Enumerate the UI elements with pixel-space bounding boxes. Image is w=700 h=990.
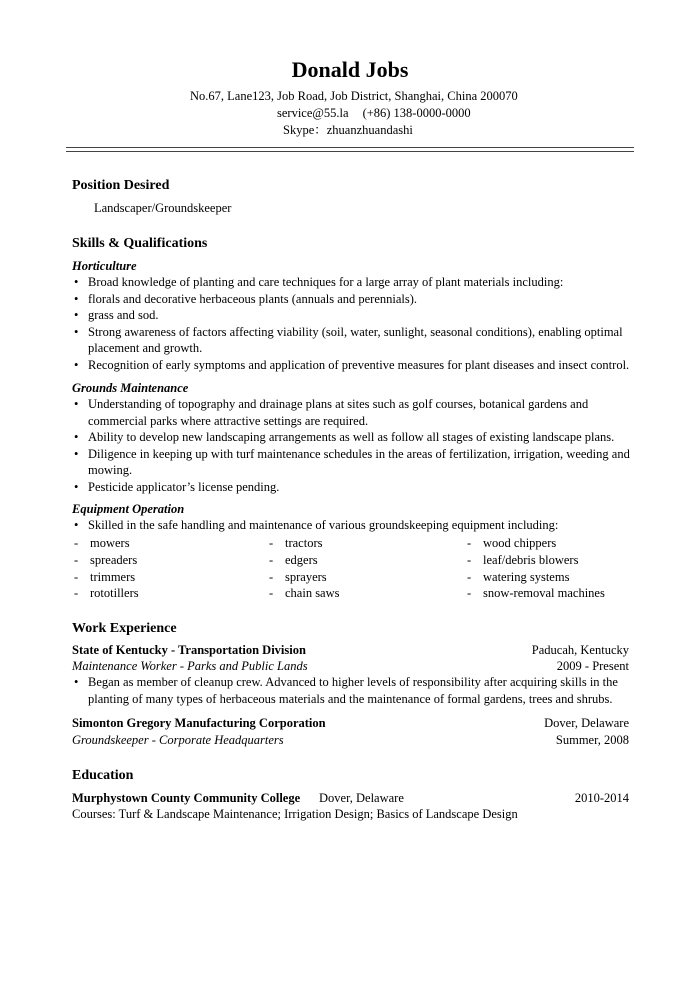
equipment-label: wood chippers xyxy=(483,536,557,550)
dash-marker: - xyxy=(467,536,472,550)
list-item-text: florals and decorative herbaceous plants (annuals and perennials). xyxy=(88,291,418,306)
equipment-label: sprayers xyxy=(285,569,327,584)
equipment-label: mowers xyxy=(90,536,130,550)
job-employer: State of Kentucky - Transportation Division xyxy=(72,643,306,657)
list-item xyxy=(72,357,632,374)
equipment-item xyxy=(467,535,556,552)
subheading-grounds-maintenance: Grounds Maintenance xyxy=(72,381,189,395)
dash-marker: - xyxy=(74,586,79,601)
dash-marker: - xyxy=(467,569,472,584)
equipment-label: leaf/debris blowers xyxy=(483,552,579,567)
job-title: Groundskeeper - Corporate Headquarters xyxy=(72,733,284,747)
list-item-text: Ability to develop new landscaping arrangements as well as follow all stages of existing landscape plans. xyxy=(88,430,615,444)
list-item-text: Broad knowledge of planting and care techniques for a large array of plant materials including: xyxy=(88,275,564,289)
header-divider-top xyxy=(66,147,634,148)
phone: (+86) 138-0000-0000 xyxy=(362,106,471,120)
dash-marker: - xyxy=(467,586,472,601)
job-location: Dover, Delaware xyxy=(544,716,629,730)
list-item xyxy=(72,291,632,308)
subheading-equipment-operation: Equipment Operation xyxy=(72,502,185,516)
equipment-item xyxy=(74,552,137,569)
education-dates: 2010-2014 xyxy=(574,791,629,805)
equipment-row xyxy=(72,552,632,569)
equipment-row xyxy=(72,569,632,586)
equipment-grid xyxy=(72,535,632,602)
equipment-label: edgers xyxy=(285,552,318,567)
list-item-text: Understanding of topography and drainage plans at sites such as golf courses, botanical gardens and commercial parks where attractive settings are required. xyxy=(88,397,589,428)
bullet-marker: • xyxy=(74,291,79,306)
bullet-marker: • xyxy=(74,430,79,444)
list-item-text: Skilled in the safe handling and maintenance of various groundskeeping equipment including: xyxy=(88,518,559,532)
bullet-marker: • xyxy=(74,275,79,289)
equipment-item xyxy=(467,552,578,569)
equipment-label: tractors xyxy=(285,536,323,550)
equipment-label: spreaders xyxy=(90,552,138,567)
bullet-marker: • xyxy=(74,357,79,372)
equipment-item xyxy=(269,569,327,586)
equipment-item xyxy=(74,585,139,602)
header-divider-bottom xyxy=(66,151,634,152)
list-item-text: Pesticide applicator’s license pending. xyxy=(88,479,280,494)
equipment-item xyxy=(74,535,130,552)
subheading-horticulture: Horticulture xyxy=(72,259,137,273)
dash-marker: - xyxy=(74,569,79,584)
equipment-intro-list xyxy=(72,517,632,534)
equipment-item xyxy=(467,585,605,602)
candidate-name: Donald Jobs xyxy=(291,57,409,82)
education-row xyxy=(72,790,629,807)
equipment-label: rototillers xyxy=(90,586,139,601)
list-item xyxy=(72,674,632,707)
job-1-header xyxy=(72,642,629,659)
position-value: Landscaper/Groundskeeper xyxy=(94,201,232,215)
job-dates: Summer, 2008 xyxy=(555,733,629,747)
equipment-item xyxy=(74,569,135,586)
list-item-text: Began as member of cleanup crew. Advanced to higher levels of responsibility after acquiring skills in the planting of many types of herbaceous materials and the maintenance of formal gardens, trees and shrubs. xyxy=(88,675,618,706)
list-item xyxy=(72,517,632,534)
dash-marker: - xyxy=(269,552,274,567)
section-heading-education: Education xyxy=(72,768,134,783)
list-item-text: Diligence in keeping up with turf maintenance schedules in the areas of fertilization, irrigation, weeding and mowing. xyxy=(88,446,630,477)
bullet-marker: • xyxy=(74,518,79,532)
list-item xyxy=(72,307,632,324)
school-location: Dover, Delaware xyxy=(319,791,404,805)
address: No.67, Lane123, Job Road, Job District, Shanghai, China 200070 xyxy=(190,89,518,103)
job-2-subheader xyxy=(72,732,629,749)
education-courses: Courses: Turf & Landscape Maintenance; Irrigation Design; Basics of Landscape Design xyxy=(72,807,518,821)
dash-marker: - xyxy=(467,552,472,567)
bullet-marker: • xyxy=(74,308,79,322)
list-item xyxy=(72,446,632,479)
email-phone-line xyxy=(277,105,471,121)
bullet-marker: • xyxy=(74,324,79,339)
bullet-marker: • xyxy=(74,479,79,494)
equipment-item xyxy=(269,552,318,569)
equipment-label: chain saws xyxy=(285,586,340,601)
list-item xyxy=(72,429,632,446)
list-item xyxy=(72,396,632,429)
equipment-label: snow-removal machines xyxy=(483,586,605,601)
email: service@55.la xyxy=(277,106,349,120)
list-item-text: Strong awareness of factors affecting viability (soil, water, sunlight, seasonal conditions), enabling optimal placement and growth. xyxy=(88,324,623,355)
job-employer: Simonton Gregory Manufacturing Corporation xyxy=(72,716,326,730)
job-location: Paducah, Kentucky xyxy=(531,643,629,657)
dash-marker: - xyxy=(269,586,274,601)
dash-marker: - xyxy=(74,536,79,550)
equipment-row xyxy=(72,585,632,602)
job-title: Maintenance Worker - Parks and Public Lands xyxy=(72,659,308,673)
list-item xyxy=(72,324,632,357)
list-item xyxy=(72,274,632,291)
dash-marker: - xyxy=(269,536,274,550)
list-item-text: grass and sod. xyxy=(88,308,159,322)
dash-marker: - xyxy=(269,569,274,584)
job-dates: 2009 - Present xyxy=(556,659,629,673)
section-heading-experience: Work Experience xyxy=(72,621,177,636)
job-2-header xyxy=(72,715,629,732)
equipment-label: trimmers xyxy=(90,569,136,584)
grounds-maintenance-list xyxy=(72,396,632,495)
bullet-marker: • xyxy=(74,446,79,461)
equipment-item xyxy=(269,535,322,552)
section-heading-skills: Skills & Qualifications xyxy=(72,236,208,251)
list-item xyxy=(72,479,632,496)
equipment-item xyxy=(269,585,340,602)
list-item-text: Recognition of early symptoms and application of preventive measures for plant diseases and insect control. xyxy=(88,357,630,372)
bullet-marker: • xyxy=(74,675,79,689)
school-name: Murphystown County Community College xyxy=(72,791,301,805)
horticulture-list xyxy=(72,274,632,373)
skype: Skype：zhuanzhuandashi xyxy=(283,123,413,137)
job-1-duties xyxy=(72,674,632,707)
job-1-subheader xyxy=(72,658,629,675)
equipment-row xyxy=(72,535,632,552)
section-heading-position: Position Desired xyxy=(72,178,170,193)
bullet-marker: • xyxy=(74,397,79,411)
dash-marker: - xyxy=(74,552,79,567)
equipment-item xyxy=(467,569,569,586)
equipment-label: watering systems xyxy=(483,569,570,584)
